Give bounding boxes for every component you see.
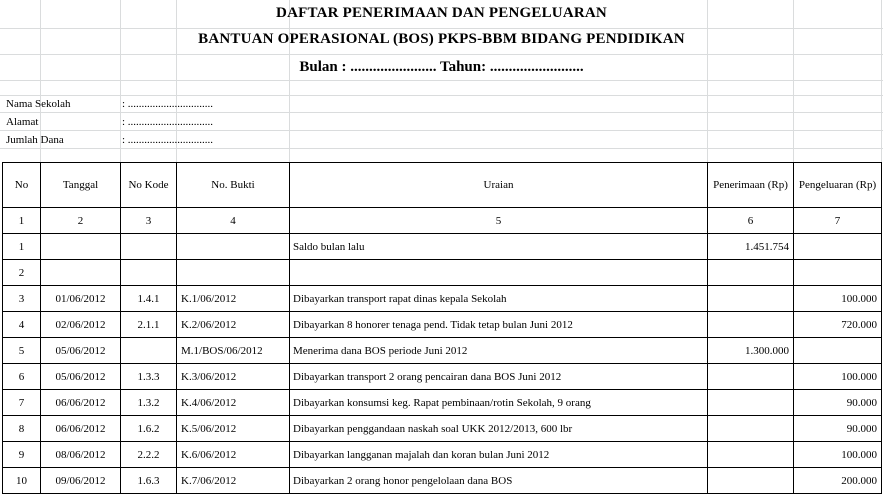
cell-bukti[interactable]: K.4/06/2012 xyxy=(177,390,290,416)
info-value[interactable]: : ............................... xyxy=(122,134,214,146)
cell-kode[interactable] xyxy=(121,234,177,260)
cell-penerimaan[interactable]: 1.300.000 xyxy=(708,338,794,364)
cell-tanggal[interactable] xyxy=(41,234,121,260)
cell-pengeluaran[interactable]: 100.000 xyxy=(794,364,882,390)
info-label: Nama Sekolah xyxy=(6,98,71,110)
col-header-kode[interactable]: No Kode xyxy=(121,163,177,208)
cell-no[interactable]: 2 xyxy=(3,260,41,286)
table-row xyxy=(3,416,882,442)
cell-tanggal[interactable]: 05/06/2012 xyxy=(41,338,121,364)
table-row xyxy=(3,468,882,494)
cell-penerimaan[interactable] xyxy=(708,364,794,390)
col-number[interactable]: 3 xyxy=(121,208,177,234)
cell-tanggal[interactable]: 06/06/2012 xyxy=(41,390,121,416)
cell-bukti[interactable]: M.1/BOS/06/2012 xyxy=(177,338,290,364)
cell-kode[interactable]: 2.1.1 xyxy=(121,312,177,338)
table-header-row xyxy=(3,163,882,208)
cell-pengeluaran[interactable]: 90.000 xyxy=(794,390,882,416)
cell-kode[interactable] xyxy=(121,338,177,364)
table-row xyxy=(3,234,882,260)
info-label: Jumlah Dana xyxy=(6,134,64,146)
document-title: DAFTAR PENERIMAAN DAN PENGELUARAN xyxy=(276,5,607,21)
cell-bukti[interactable]: K.7/06/2012 xyxy=(177,468,290,494)
cell-no[interactable]: 10 xyxy=(3,468,41,494)
cell-penerimaan[interactable]: 1.451.754 xyxy=(708,234,794,260)
cell-penerimaan[interactable] xyxy=(708,390,794,416)
cell-no[interactable]: 5 xyxy=(3,338,41,364)
table-row xyxy=(3,390,882,416)
column-number-row xyxy=(3,208,882,234)
ledger-table xyxy=(2,162,882,494)
cell-kode[interactable] xyxy=(121,260,177,286)
cell-uraian[interactable]: Dibayarkan langganan majalah dan koran bulan Juni 2012 xyxy=(290,442,708,468)
cell-uraian[interactable]: Dibayarkan transport 2 orang pencairan dana BOS Juni 2012 xyxy=(290,364,708,390)
col-number[interactable]: 2 xyxy=(41,208,121,234)
col-number[interactable]: 6 xyxy=(708,208,794,234)
col-header-pengeluaran[interactable]: Pengeluaran (Rp) xyxy=(794,163,882,208)
cell-tanggal[interactable] xyxy=(41,260,121,286)
cell-no[interactable]: 1 xyxy=(3,234,41,260)
info-value[interactable]: : ............................... xyxy=(122,98,214,110)
cell-uraian[interactable]: Dibayarkan 8 honorer tenaga pend. Tidak tetap bulan Juni 2012 xyxy=(290,312,708,338)
cell-bukti[interactable]: K.2/06/2012 xyxy=(177,312,290,338)
table-row xyxy=(3,286,882,312)
cell-bukti[interactable] xyxy=(177,260,290,286)
col-header-bukti[interactable]: No. Bukti xyxy=(177,163,290,208)
cell-penerimaan[interactable] xyxy=(708,260,794,286)
cell-no[interactable]: 6 xyxy=(3,364,41,390)
cell-kode[interactable]: 2.2.2 xyxy=(121,442,177,468)
cell-bukti[interactable]: K.6/06/2012 xyxy=(177,442,290,468)
cell-uraian[interactable]: Dibayarkan penggandaan naskah soal UKK 2012/2013, 600 lbr xyxy=(290,416,708,442)
col-header-uraian[interactable]: Uraian xyxy=(290,163,708,208)
document-subtitle: BANTUAN OPERASIONAL (BOS) PKPS-BBM BIDANG PENDIDIKAN xyxy=(198,31,685,47)
cell-pengeluaran[interactable]: 90.000 xyxy=(794,416,882,442)
col-header-no[interactable]: No xyxy=(3,163,41,208)
cell-uraian[interactable]: Dibayarkan 2 orang honor pengelolaan dana BOS xyxy=(290,468,708,494)
col-number[interactable]: 4 xyxy=(177,208,290,234)
col-number[interactable]: 1 xyxy=(3,208,41,234)
table-row xyxy=(3,260,882,286)
cell-uraian[interactable]: Dibayarkan konsumsi keg. Rapat pembinaan/rotin Sekolah, 9 orang xyxy=(290,390,708,416)
cell-penerimaan[interactable] xyxy=(708,442,794,468)
cell-tanggal[interactable]: 02/06/2012 xyxy=(41,312,121,338)
table-row xyxy=(3,312,882,338)
cell-kode[interactable]: 1.6.2 xyxy=(121,416,177,442)
cell-bukti[interactable]: K.1/06/2012 xyxy=(177,286,290,312)
cell-tanggal[interactable]: 01/06/2012 xyxy=(41,286,121,312)
info-label: Alamat xyxy=(6,116,39,128)
cell-kode[interactable]: 1.3.2 xyxy=(121,390,177,416)
cell-penerimaan[interactable] xyxy=(708,468,794,494)
cell-uraian[interactable]: Dibayarkan transport rapat dinas kepala Sekolah xyxy=(290,286,708,312)
cell-pengeluaran[interactable]: 200.000 xyxy=(794,468,882,494)
cell-no[interactable]: 8 xyxy=(3,416,41,442)
cell-uraian[interactable] xyxy=(290,260,708,286)
cell-pengeluaran[interactable]: 720.000 xyxy=(794,312,882,338)
cell-penerimaan[interactable] xyxy=(708,416,794,442)
col-header-penerimaan[interactable]: Penerimaan (Rp) xyxy=(708,163,794,208)
cell-bukti[interactable]: K.5/06/2012 xyxy=(177,416,290,442)
cell-tanggal[interactable]: 08/06/2012 xyxy=(41,442,121,468)
cell-uraian[interactable]: Menerima dana BOS periode Juni 2012 xyxy=(290,338,708,364)
table-row xyxy=(3,442,882,468)
cell-no[interactable]: 7 xyxy=(3,390,41,416)
col-number[interactable]: 5 xyxy=(290,208,708,234)
cell-pengeluaran[interactable] xyxy=(794,234,882,260)
info-fund-total xyxy=(6,132,213,148)
table-row xyxy=(3,364,882,390)
cell-no[interactable]: 3 xyxy=(3,286,41,312)
col-header-tanggal[interactable]: Tanggal xyxy=(41,163,121,208)
period-line: Bulan : ....................... Tahun: ......................... xyxy=(299,59,584,75)
info-value[interactable]: : ............................... xyxy=(122,116,214,128)
cell-pengeluaran[interactable]: 100.000 xyxy=(794,442,882,468)
info-address xyxy=(6,114,213,130)
cell-penerimaan[interactable] xyxy=(708,286,794,312)
table-row xyxy=(3,338,882,364)
col-number[interactable]: 7 xyxy=(794,208,882,234)
cell-kode[interactable]: 1.3.3 xyxy=(121,364,177,390)
cell-kode[interactable]: 1.4.1 xyxy=(121,286,177,312)
cell-bukti[interactable]: K.3/06/2012 xyxy=(177,364,290,390)
cell-no[interactable]: 9 xyxy=(3,442,41,468)
cell-pengeluaran[interactable] xyxy=(794,260,882,286)
cell-kode[interactable]: 1.6.3 xyxy=(121,468,177,494)
cell-penerimaan[interactable] xyxy=(708,312,794,338)
cell-pengeluaran[interactable] xyxy=(794,338,882,364)
cell-bukti[interactable] xyxy=(177,234,290,260)
info-school-name xyxy=(6,96,213,112)
cell-tanggal[interactable]: 05/06/2012 xyxy=(41,364,121,390)
cell-tanggal[interactable]: 06/06/2012 xyxy=(41,416,121,442)
cell-tanggal[interactable]: 09/06/2012 xyxy=(41,468,121,494)
cell-uraian[interactable]: Saldo bulan lalu xyxy=(290,234,708,260)
cell-pengeluaran[interactable]: 100.000 xyxy=(794,286,882,312)
cell-no[interactable]: 4 xyxy=(3,312,41,338)
